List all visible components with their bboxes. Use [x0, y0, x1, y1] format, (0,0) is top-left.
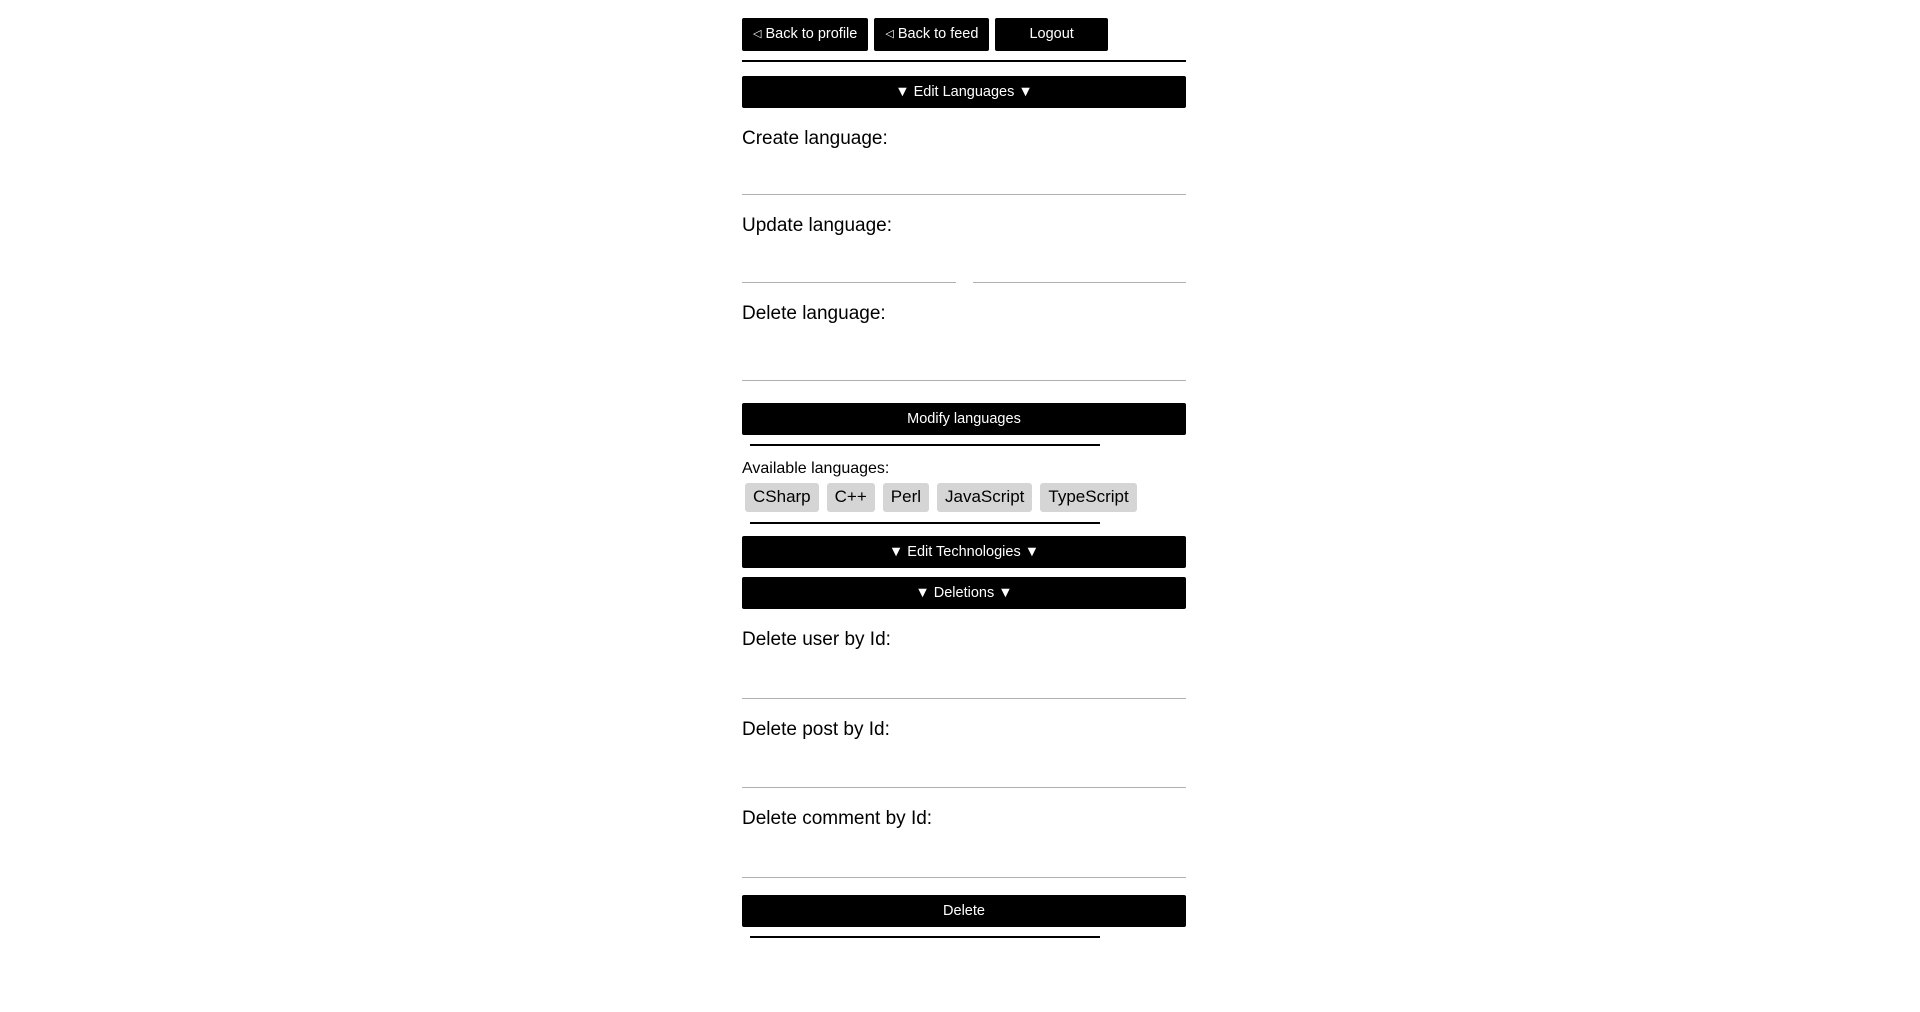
language-chip[interactable]: C++ — [827, 483, 875, 512]
delete-button[interactable]: Delete — [742, 895, 1186, 927]
delete-language-label: Delete language: — [742, 303, 886, 325]
delete-language-input[interactable] — [742, 354, 1186, 381]
divider-below-delete — [750, 936, 1100, 938]
update-language-old-input[interactable] — [742, 256, 956, 283]
delete-comment-label: Delete comment by Id: — [742, 808, 933, 830]
delete-comment-input[interactable] — [742, 851, 1186, 878]
back-to-profile-button[interactable] — [742, 18, 868, 51]
available-languages-list — [742, 483, 1186, 512]
language-chip[interactable]: Perl — [883, 483, 929, 512]
left-triangle-icon: ◁ — [753, 28, 762, 40]
modify-languages-button[interactable]: Modify languages — [742, 403, 1186, 435]
back-to-feed-label: Back to feed — [897, 26, 979, 42]
update-language-label: Update language: — [742, 215, 893, 237]
top-navigation — [742, 0, 1186, 51]
back-to-feed-button[interactable] — [874, 18, 989, 51]
left-triangle-icon: ◁ — [885, 28, 894, 40]
divider-below-languages — [750, 522, 1100, 524]
delete-user-input[interactable] — [742, 672, 1186, 699]
delete-post-label: Delete post by Id: — [742, 718, 890, 740]
divider-below-nav — [742, 60, 1186, 62]
edit-technologies-header[interactable]: ▼ Edit Technologies ▼ — [742, 536, 1186, 568]
language-chip[interactable]: JavaScript — [937, 483, 1032, 512]
delete-post-input[interactable] — [742, 761, 1186, 788]
available-languages-label: Available languages: — [742, 459, 890, 477]
update-language-row — [742, 256, 1186, 283]
create-language-label: Create language: — [742, 127, 888, 149]
update-language-new-input[interactable] — [973, 256, 1187, 283]
deletions-header[interactable]: ▼ Deletions ▼ — [742, 577, 1186, 609]
edit-languages-header[interactable]: ▼ Edit Languages ▼ — [742, 76, 1186, 108]
create-language-input[interactable] — [742, 168, 1186, 195]
logout-label: Logout — [1029, 26, 1074, 42]
delete-user-label: Delete user by Id: — [742, 628, 891, 650]
main-column — [742, 0, 1186, 938]
language-chip[interactable]: CSharp — [745, 483, 819, 512]
language-chip[interactable]: TypeScript — [1040, 483, 1136, 512]
divider-below-modify — [750, 444, 1100, 446]
logout-button[interactable] — [995, 18, 1107, 51]
back-to-profile-label: Back to profile — [765, 26, 858, 42]
